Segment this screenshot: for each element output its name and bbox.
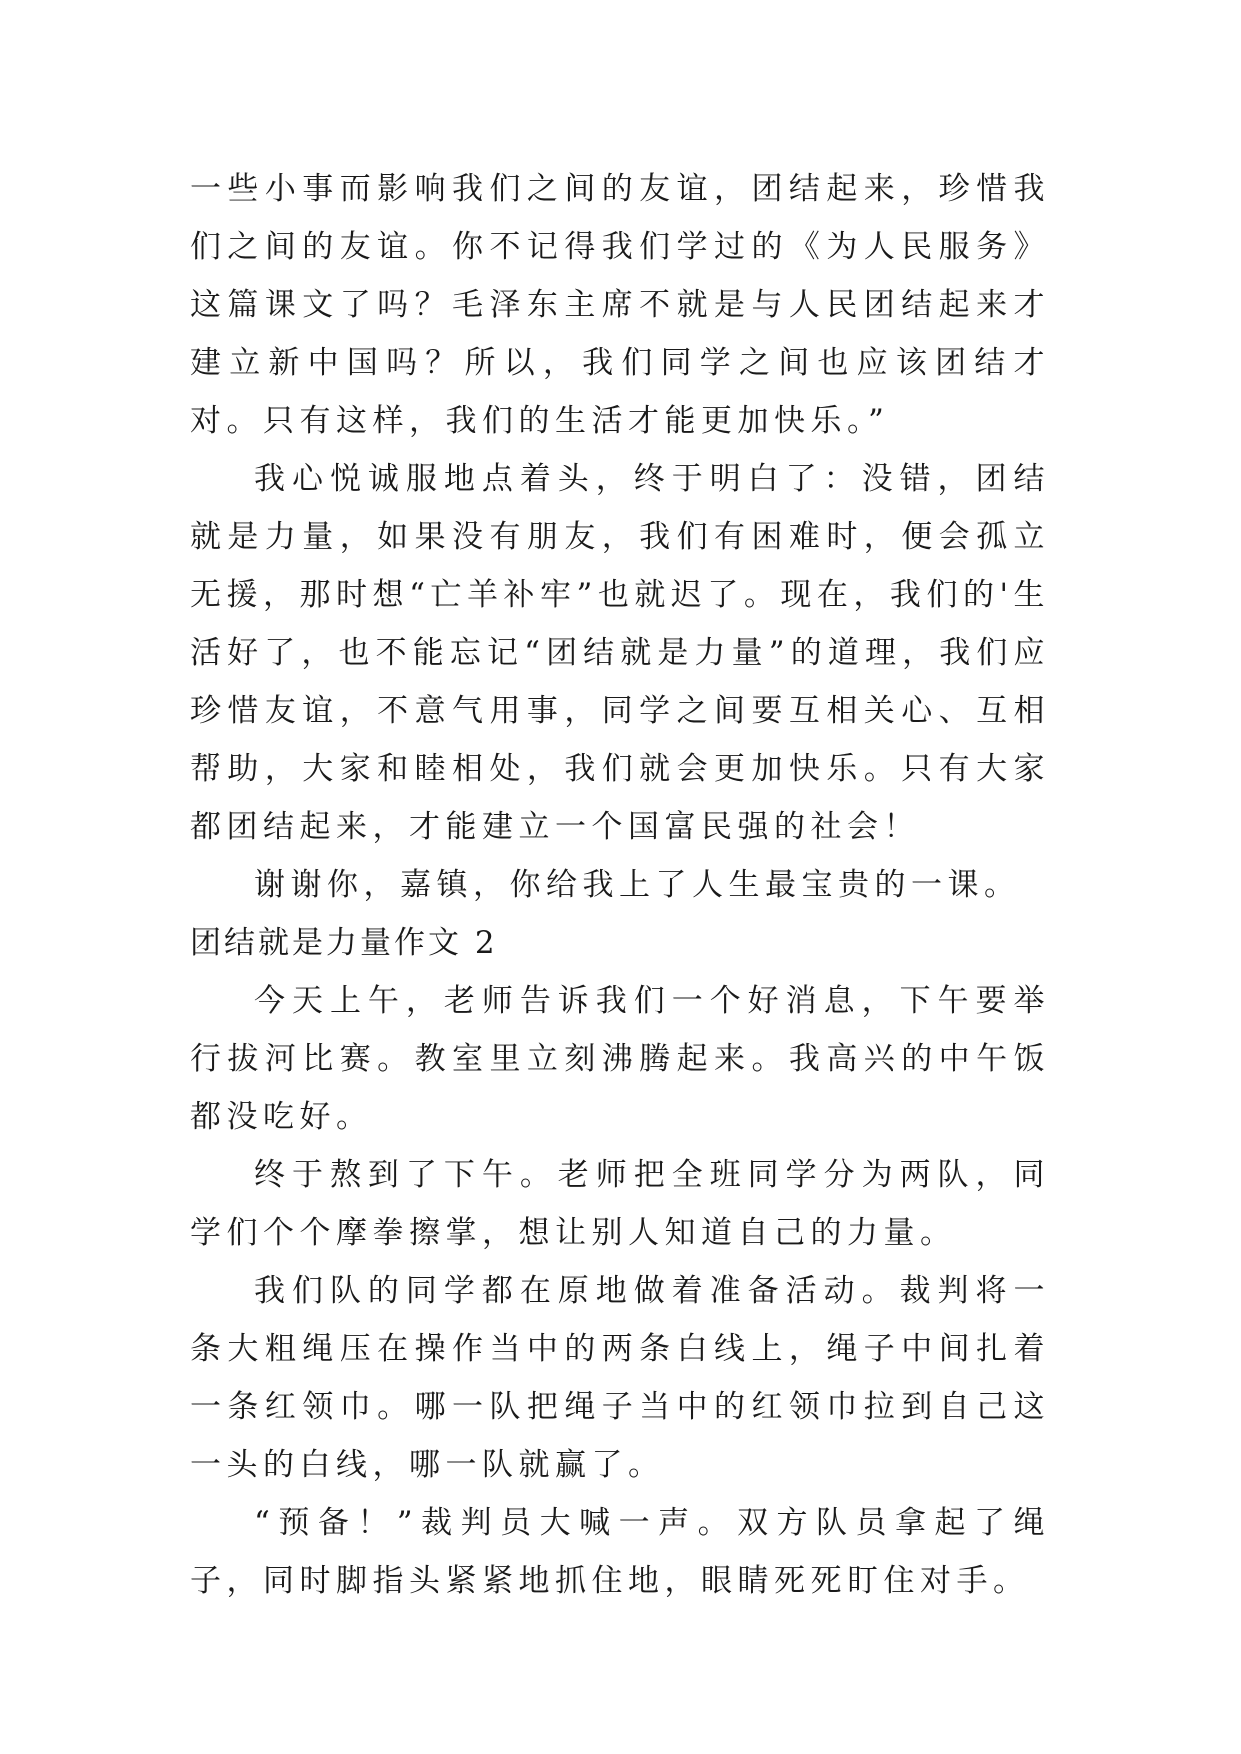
paragraph: 谢谢你，嘉镇，你给我上了人生最宝贵的一课。 xyxy=(254,867,1021,903)
paragraph: “预备！”裁判员大喊一声。双方队员拿起了绳子，同时脚指头紧紧地抓住地，眼睛死死盯住对手。 xyxy=(190,1505,1050,1599)
paragraph: 我心悦诚服地点着头，终于明白了：没错，团结就是力量，如果没有朋友，我们有困难时，便会孤立无援，那时想“亡羊补牢”也就迟了。现在，我们的'生活好了，也不能忘记“团结就是力量”的道理，我们应珍惜友谊，不意气用事，同学之间要互相关心、互相帮助，大家和睦相处，我们就会更加快乐。只有大家都团结起来，才能建立一个国富民强的社会！ xyxy=(190,461,1050,845)
essay-body xyxy=(190,160,1050,1610)
paragraph: 我们队的同学都在原地做着准备活动。裁判将一条大粗绳压在操作当中的两条白线上，绳子中间扎着一条红领巾。哪一队把绳子当中的红领巾拉到自己这一头的白线，哪一队就赢了。 xyxy=(190,1273,1050,1483)
essay-heading: 团结就是力量作文 2 xyxy=(190,925,498,961)
paragraph-continued: 一些小事而影响我们之间的友谊，团结起来，珍惜我们之间的友谊。你不记得我们学过的《为人民服务》这篇课文了吗？毛泽东主席不就是与人民团结起来才建立新中国吗？所以，我们同学之间也应该团结才对。只有这样，我们的生活才能更加快乐。” xyxy=(190,171,1050,439)
paragraph: 今天上午，老师告诉我们一个好消息，下午要举行拔河比赛。教室里立刻沸腾起来。我高兴的中午饭都没吃好。 xyxy=(190,983,1050,1135)
paragraph: 终于熬到了下午。老师把全班同学分为两队，同学们个个摩拳擦掌，想让别人知道自己的力量。 xyxy=(190,1157,1050,1251)
